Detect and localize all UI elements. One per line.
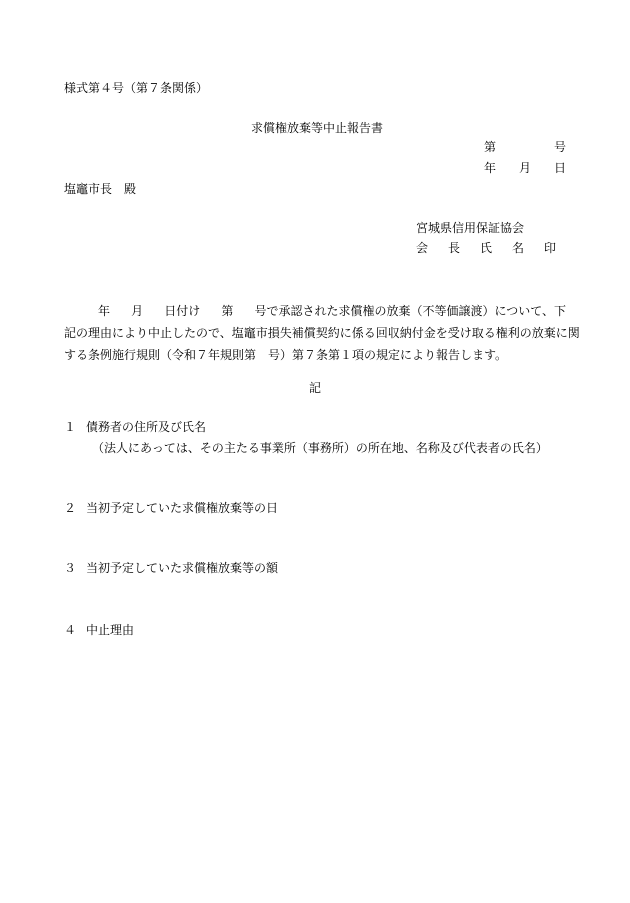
body-line-2: 記の理由により中止したので、塩竈市損失補償契約に係る回収納付金を受け取る権利の放棄に関 xyxy=(64,326,580,340)
ki-heading: 記 xyxy=(309,381,322,395)
document-date xyxy=(484,162,566,174)
body-month-blank: 月 xyxy=(131,304,144,318)
issuer-name-2: 名 xyxy=(511,241,524,255)
issuer-title-2: 長 xyxy=(447,241,460,255)
item-note: （法人にあっては、その主たる事業所（事務所）の所在地、名称及び代表者の氏名） xyxy=(92,441,548,455)
item-number: ４ xyxy=(64,623,77,637)
item-label: 当初予定していた求償権放棄等の額 xyxy=(86,561,279,575)
form-label: 様式第４号（第７条関係） xyxy=(64,81,209,95)
item-label: 中止理由 xyxy=(86,623,135,637)
item-number: ２ xyxy=(64,501,77,515)
issuer-organization: 宮城県信用保証協会 xyxy=(416,221,525,235)
list-item xyxy=(64,562,278,574)
item-number: １ xyxy=(64,420,77,434)
date-month: 月 xyxy=(518,161,531,175)
body-paragraph xyxy=(64,300,580,366)
addressee-honorific: 殿 xyxy=(124,182,137,196)
document-title: 求償権放棄等中止報告書 xyxy=(251,121,384,135)
issuer-title-1: 会 xyxy=(416,241,429,255)
body-day-blank: 日付け xyxy=(164,304,201,318)
issuer-name-1: 氏 xyxy=(479,241,492,255)
body-line-1 xyxy=(64,300,566,322)
issuer-signature xyxy=(416,242,556,254)
document-number xyxy=(484,141,566,153)
addressee xyxy=(64,183,136,195)
list-item xyxy=(64,624,134,636)
body-dai-blank: 第 xyxy=(221,304,234,318)
list-item xyxy=(64,502,278,514)
item-number: ３ xyxy=(64,561,77,575)
addressee-name: 塩竈市長 xyxy=(64,182,113,196)
item-label: 債務者の住所及び氏名 xyxy=(86,420,207,434)
body-year-blank: 年 xyxy=(98,304,111,318)
date-day: 日 xyxy=(553,161,566,175)
list-item xyxy=(64,421,206,433)
body-line-1-text: 号で承認された求償権の放棄（不等価譲渡）について、下 xyxy=(254,304,566,318)
item-label: 当初予定していた求償権放棄等の日 xyxy=(86,501,279,515)
number-prefix: 第 xyxy=(484,140,497,154)
issuer-seal: 印 xyxy=(543,241,556,255)
body-line-3: する条例施行規則（令和７年規則第 号）第７条第１項の規定により報告します。 xyxy=(64,348,508,362)
date-year: 年 xyxy=(484,161,497,175)
number-suffix: 号 xyxy=(553,140,566,154)
